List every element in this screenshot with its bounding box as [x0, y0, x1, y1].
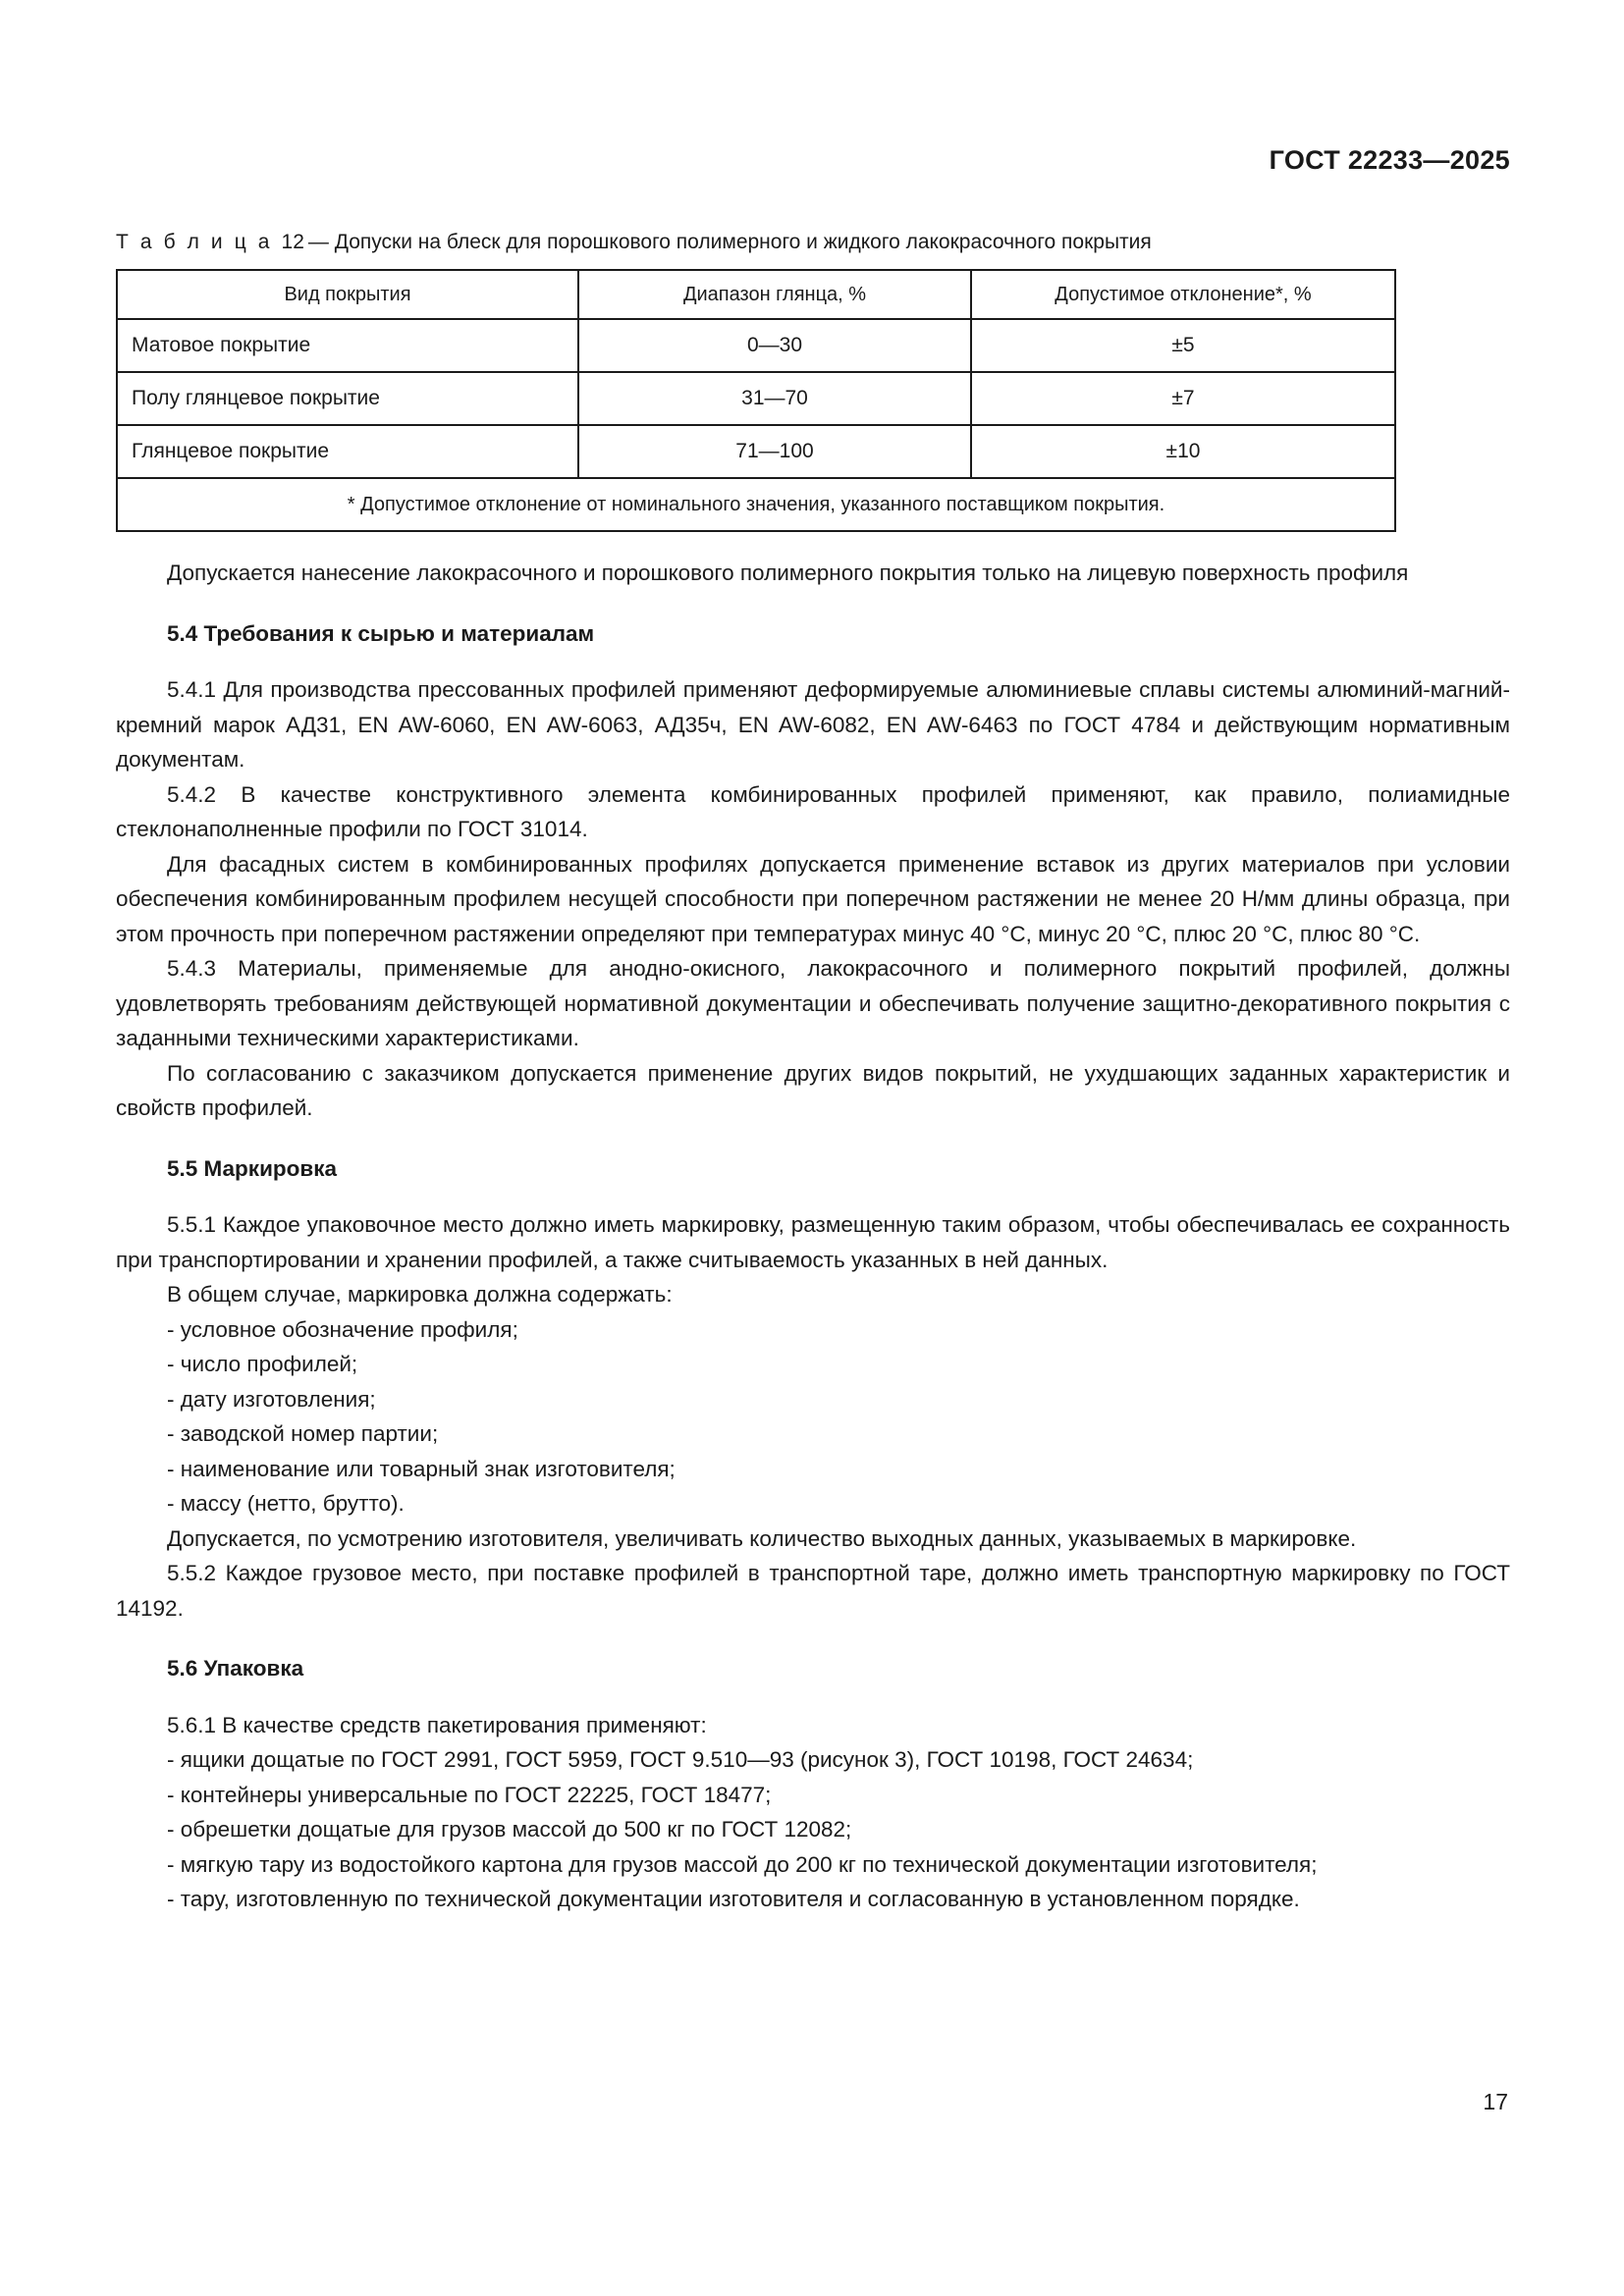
cell-coating-type: Глянцевое покрытие [117, 425, 578, 478]
list-item: - массу (нетто, брутто). [167, 1491, 405, 1517]
table-row [117, 425, 1395, 478]
table-caption [116, 230, 1510, 255]
list-item: - тару, изготовленную по технической документации изготовителя и согласованную в установленном порядке. [167, 1887, 1300, 1912]
table-header-row [117, 270, 1395, 319]
table-header-deviation: Допустимое отклонение*, % [971, 270, 1395, 319]
page-number: 17 [1483, 2089, 1508, 2114]
heading-5-4: 5.4 Требования к сырью и материалам [167, 620, 595, 646]
list-item: - число профилей; [167, 1352, 358, 1377]
paragraph-5-4-3: 5.4.3 Материалы, применяемые для анодно-окисного, лакокрасочного и полимерного покрытий профилей, должны удовлетворять требованиям действующей нормативной документации и обеспечивать получение защитно-декоративного покрытия с заданными техническими характеристиками. [116, 956, 1510, 1051]
paragraph-marking-extra: Допускается, по усмотрению изготовителя, увеличивать количество выходных данных, указываемых в маркировке. [167, 1525, 1357, 1551]
paragraph-5-5-2: 5.5.2 Каждое грузовое место, при поставке профилей в транспортной таре, должно иметь транспортную маркировку по ГОСТ 14192. [116, 1561, 1510, 1621]
table-footnote: * Допустимое отклонение от номинального значения, указанного поставщиком покрытия. [117, 478, 1395, 531]
table-caption-text: Допуски на блеск для порошкового полимерного и жидкого лакокрасочного покрытия [334, 231, 1152, 253]
list-item: - условное обозначение профиля; [167, 1316, 518, 1342]
list-item: - ящики дощатые по ГОСТ 2991, ГОСТ 5959, ГОСТ 9.510—93 (рисунок 3), ГОСТ 10198, ГОСТ 24634; [167, 1747, 1194, 1773]
table-header-gloss-range: Диапазон глянца, % [578, 270, 971, 319]
cell-gloss-range: 0—30 [578, 319, 971, 372]
page-content [116, 0, 1510, 1917]
list-item: - заводской номер партии; [167, 1421, 439, 1447]
cell-deviation: ±5 [971, 319, 1395, 372]
table-caption-number: 12 [281, 231, 304, 253]
paragraph-marking-intro: В общем случае, маркировка должна содержать: [167, 1282, 673, 1308]
list-item: - обрешетки дощатые для грузов массой до 500 кг по ГОСТ 12082; [167, 1817, 852, 1842]
table-header [117, 270, 1395, 319]
standard-code: ГОСТ 22233—2025 [1269, 145, 1510, 175]
cell-coating-type: Полу глянцевое покрытие [117, 372, 578, 425]
gloss-tolerance-table [116, 269, 1396, 532]
paragraph-5-4-2-continued: Для фасадных систем в комбинированных профилях допускается применение вставок из других материалов при условии обеспечения комбинированным профилем несущей способности при поперечном растяжении не менее 20 Н/мм длины образца, при этом прочность при поперечном растяжении определяют при температурах минус 40 °C, минус 20 °C, плюс 20 °C, плюс 80 °C. [116, 851, 1510, 946]
paragraph-5-4-2: 5.4.2 В качестве конструктивного элемента комбинированных профилей применяют, как правило, полиамидные стеклонаполненные профили по ГОСТ 31014. [116, 781, 1510, 842]
paragraph-after-table: Допускается нанесение лакокрасочного и порошкового полимерного покрытия только на лицевую поверхность профиля [167, 561, 1409, 586]
table-row [117, 319, 1395, 372]
cell-deviation: ±7 [971, 372, 1395, 425]
heading-5-5: 5.5 Маркировка [167, 1155, 337, 1181]
paragraph-5-4-1: 5.4.1 Для производства прессованных профилей применяют деформируемые алюминиевые сплавы системы алюминий-магний-кремний марок АД31, EN AW-6060, EN AW-6063, АД35ч, EN AW-6082, EN AW-6463 по ГОСТ 4784 и действующим нормативным документам. [116, 677, 1510, 773]
paragraph-5-5-1: 5.5.1 Каждое упаковочное место должно иметь маркировку, размещенную таким образом, чтобы обеспечивалась ее сохранность при транспортировании и хранении профилей, а также считываемость указанных в ней данных. [116, 1212, 1510, 1272]
table-caption-dash: — [307, 231, 329, 253]
cell-deviation: ±10 [971, 425, 1395, 478]
cell-gloss-range: 31—70 [578, 372, 971, 425]
list-item: - мягкую тару из водостойкого картона для грузов массой до 200 кг по технической документации изготовителя; [167, 1851, 1318, 1877]
list-item: - наименование или товарный знак изготовителя; [167, 1456, 676, 1481]
table-row [117, 372, 1395, 425]
heading-5-6: 5.6 Упаковка [167, 1656, 304, 1682]
table-header-coating-type: Вид покрытия [117, 270, 578, 319]
list-item: - дату изготовления; [167, 1386, 376, 1412]
table-body [117, 319, 1395, 531]
table-caption-label: Т а б л и ц а [116, 231, 273, 253]
list-item: - контейнеры универсальные по ГОСТ 22225, ГОСТ 18477; [167, 1782, 772, 1807]
running-header [116, 145, 1510, 179]
cell-coating-type: Матовое покрытие [117, 319, 578, 372]
paragraph-5-6-1: 5.6.1 В качестве средств пакетирования применяют: [167, 1712, 707, 1737]
table-footnote-row [117, 478, 1395, 531]
paragraph-5-4-3-continued: По согласованию с заказчиком допускается применение других видов покрытий, не ухудшающих заданных характеристик и свойств профилей. [116, 1060, 1510, 1121]
cell-gloss-range: 71—100 [578, 425, 971, 478]
